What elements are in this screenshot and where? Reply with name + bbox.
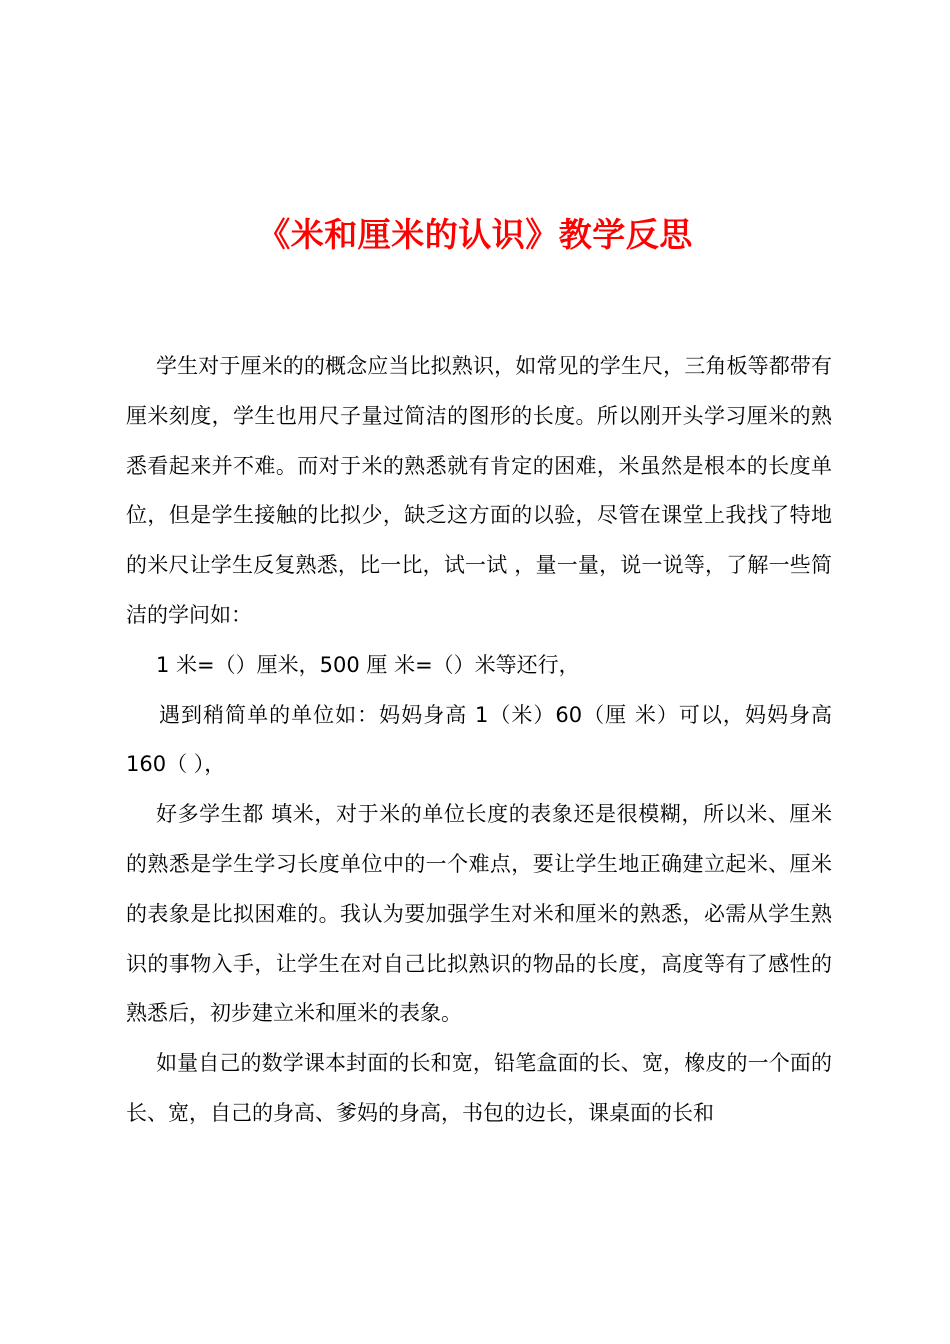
paragraph: 遇到稍简单的单位如：妈妈身高 1（米）60（厘 米）可以，妈妈身高 160（ ）， [126, 702, 832, 777]
paragraph: 1 米=（）厘米，500 厘 米=（）米等还行， [156, 652, 580, 677]
paragraph: 如量自己的数学课本封面的长和宽，铅笔盒面的长、宽，橡皮的一个面的长、宽，自己的身高、爹妈的身高，书包的边长，课桌面的长和 [126, 1051, 832, 1125]
paragraph: 学生对于厘米的的概念应当比拟熟识，如常见的学生尺，三角板等都带有厘米刻度，学生也用尺子量过简洁的图形的长度。所以刚开头学习厘米的熟悉看起来并不难。而对于米的熟悉就有肯定的困难，米虽然是根本的长度单位，但是学生接触的比拟少，缺乏这方面的以验，尽管在课堂上我找了特地的米尺让学生反复熟悉，比一比，试一试 ，量一量，说一说等，了解一些简洁的学问如： [126, 354, 832, 627]
paragraph: 好多学生都 填米，对于米的单位长度的表象还是很模糊，所以米、厘米的熟悉是学生学习长度单位中的一个难点，要让学生地正确建立起米、厘米的表象是比拟困难的。我认为要加强学生对米和厘米的熟悉，必需从学生熟识的事物入手，让学生在对自己比拟熟识的物品的长度，高度等有了感性的熟悉后，初步建立米和厘米的表象。 [126, 802, 832, 1026]
document-body [126, 342, 832, 1139]
document-title: 《米和厘米的认识》教学反思 [257, 215, 693, 254]
